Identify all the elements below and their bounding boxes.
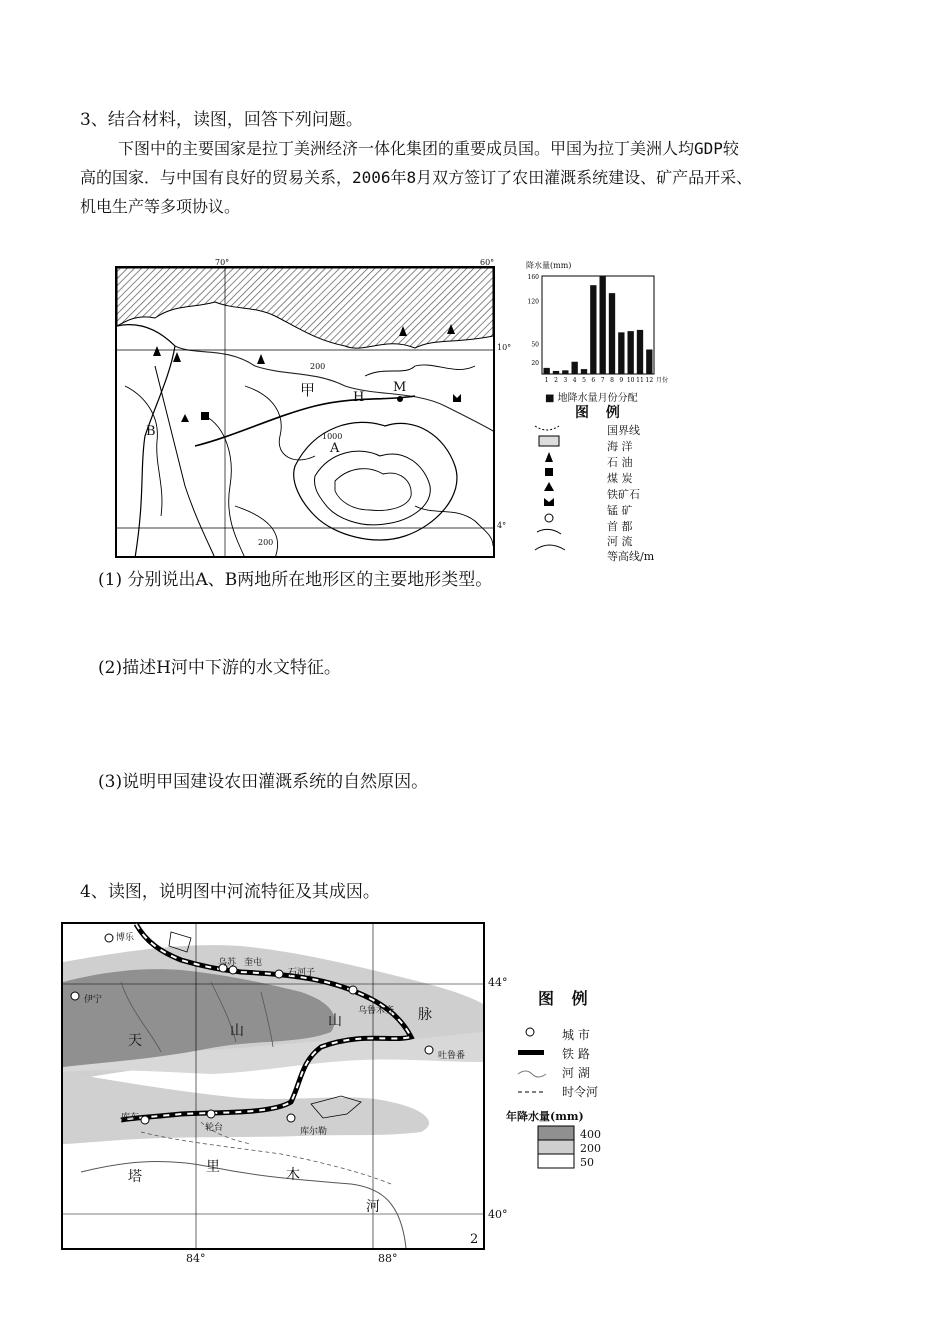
city-shihezi: 石河子 <box>288 968 316 978</box>
chart-bar <box>646 350 652 375</box>
chart-xlabel: 月份 <box>656 377 669 384</box>
map1-label-H: H <box>353 390 365 405</box>
chart-bar <box>628 331 634 374</box>
chart-ytick-label: 160 <box>527 274 539 281</box>
venezuela-map <box>115 266 495 558</box>
legend2-item-railway: 铁 路 <box>562 1047 590 1061</box>
legend1-item-border: 国界线 <box>607 424 640 437</box>
railway-icon <box>518 1050 544 1055</box>
map1-label-jia: 甲 <box>300 381 316 399</box>
legend2-precip-50: 50 <box>580 1156 594 1169</box>
map2-lon84: 84° <box>186 1252 206 1265</box>
city-kuitun: 奎屯 <box>244 958 263 968</box>
region-tian: 天 <box>128 1033 142 1049</box>
map2-legend <box>500 982 630 1202</box>
map2-lat40: 40° <box>488 1208 508 1221</box>
chart-bar <box>562 370 568 374</box>
city-yining: 伊宁 <box>84 995 103 1005</box>
q3-material-line2: 高的国家．与中国有良好的贸易关系，2006年8月双方签订了农田灌溉系统建设、矿产品开采、 <box>80 168 753 187</box>
legend2-item-seasonal-river: 时令河 <box>562 1085 599 1099</box>
map1-contour-1000: 1000 <box>322 432 343 441</box>
region-mu: 木 <box>286 1167 300 1183</box>
chart-xtick-label: 9 <box>619 377 624 384</box>
city-korla: 库尔勒 <box>300 1127 328 1137</box>
city-luntai: 轮台 <box>205 1123 224 1133</box>
chart-xtick-label: 1 <box>544 377 549 384</box>
chart-ytick-label: 50 <box>531 341 539 349</box>
map2-lat44: 44° <box>488 976 508 989</box>
capital-icon <box>545 514 553 522</box>
chart-xtick-label: 5 <box>582 377 586 384</box>
legend1-item-manganese: 锰 矿 <box>607 504 633 517</box>
legend1-symbols <box>525 420 575 564</box>
precipitation-bar-chart <box>520 262 680 400</box>
chart-ylabel: 降水量(mm) <box>526 261 572 270</box>
chart-xtick-label: 6 <box>591 377 596 384</box>
iron-ore-icon <box>544 482 554 491</box>
legend1-item-iron: 铁矿石 <box>607 488 640 501</box>
chart-ytick-label: 120 <box>527 298 539 306</box>
legend2-item-river-lake: 河 湖 <box>562 1066 590 1080</box>
map1-contour-200b: 200 <box>258 538 274 547</box>
chart-bar <box>637 330 643 374</box>
xinjiang-map <box>61 922 485 1250</box>
chart-xtick-label: 4 <box>572 377 577 384</box>
legend2-precip-200: 200 <box>580 1142 601 1155</box>
chart-bar <box>609 293 615 374</box>
map1-lon60: 60° <box>480 258 495 267</box>
q3-material <box>80 134 880 221</box>
legend1-item-river: 河 流 <box>607 535 633 548</box>
chart-bar <box>618 332 624 374</box>
precip-400-swatch <box>538 1126 574 1140</box>
legend2-precip-400: 400 <box>580 1128 601 1141</box>
ocean-icon <box>539 436 559 446</box>
river-icon <box>537 529 561 534</box>
map1-label-B: B <box>146 424 156 439</box>
chart-bar <box>600 276 606 374</box>
legend1-item-coal: 煤 炭 <box>607 472 633 485</box>
map1-lat10: 10° <box>497 343 512 352</box>
chart-bar <box>572 362 578 374</box>
region-he: 河 <box>366 1199 380 1215</box>
chart-ytick-label: 20 <box>531 359 539 367</box>
chart-xtick-label: 3 <box>563 377 568 384</box>
city-wusu: 乌苏 <box>218 958 237 968</box>
chart-bar <box>590 285 596 374</box>
chart-xtick-label: 8 <box>610 377 614 384</box>
river-lake-icon <box>518 1071 546 1077</box>
q4-heading: 4、读图，说明图中河流特征及其成因。 <box>80 882 380 902</box>
legend1-item-oil: 石 油 <box>607 456 633 469</box>
chart-xtick-label: 10 <box>626 377 635 384</box>
map1-label-M: M <box>393 380 407 395</box>
legend2-title: 图 例 <box>538 989 594 1008</box>
map1-lat4: 4° <box>497 521 507 530</box>
chart-xtick-label: 2 <box>554 377 558 384</box>
map1-lon70: 70° <box>215 258 230 267</box>
region-mai: 脉 <box>418 1007 432 1023</box>
chart-caption: ■ 地降水量月份分配 <box>545 393 638 404</box>
page-number: 2 <box>470 1232 479 1247</box>
legend1-title: 图 例 <box>575 405 626 421</box>
manganese-icon <box>544 498 554 506</box>
region-shan2: 山 <box>328 1013 342 1029</box>
q3-material-line3: 机电生产等多项协议。 <box>80 197 241 216</box>
city-turpan: 吐鲁番 <box>438 1051 466 1061</box>
region-shan1: 山 <box>230 1023 244 1039</box>
map1-label-A: A <box>330 441 340 456</box>
chart-xtick-label: 7 <box>600 377 605 384</box>
region-li: 里 <box>206 1159 220 1175</box>
q3-sub2: (2)描述H河中下游的水文特征。 <box>98 658 341 678</box>
legend2-precip-title: 年降水量(mm) <box>506 1110 584 1123</box>
chart-xtick-label: 12 <box>645 377 654 384</box>
border-icon <box>535 426 559 430</box>
city-urumqi: 乌鲁木齐 <box>358 1006 395 1016</box>
precip-200-swatch <box>538 1140 574 1154</box>
city-bole: 博乐 <box>116 933 135 943</box>
map2-lon88: 88° <box>378 1252 398 1265</box>
map1-contour-200a: 200 <box>310 362 326 371</box>
chart-bar <box>581 369 587 374</box>
city-icon <box>526 1028 534 1036</box>
region-ta: 塔 <box>128 1169 142 1185</box>
q3-material-line1: 下图中的主要国家是拉丁美洲经济一体化集团的重要成员国。甲国为拉丁美洲人均GDP较 <box>118 139 739 158</box>
chart-bar <box>553 371 559 374</box>
precip-50-swatch <box>538 1154 574 1168</box>
q3-sub3: (3)说明甲国建设农田灌溉系统的自然原因。 <box>98 772 429 792</box>
legend1-item-contour: 等高线/m <box>607 550 655 563</box>
legend2-item-city: 城 市 <box>562 1028 590 1042</box>
q3-heading: 3、结合材料，读图，回答下列问题。 <box>80 110 363 130</box>
coal-icon <box>545 468 553 476</box>
q3-sub1: (1) 分别说出A、B两地所在地形区的主要地形类型。 <box>98 570 493 590</box>
city-kuqa: 库车 <box>121 1113 140 1123</box>
oil-icon <box>545 452 553 462</box>
contour-icon <box>535 545 565 550</box>
chart-bar <box>544 368 550 374</box>
legend1-item-capital: 首 都 <box>607 520 633 533</box>
legend1-item-ocean: 海 洋 <box>607 440 633 453</box>
chart-xtick-label: 11 <box>636 377 644 384</box>
map1-legend <box>525 402 685 562</box>
